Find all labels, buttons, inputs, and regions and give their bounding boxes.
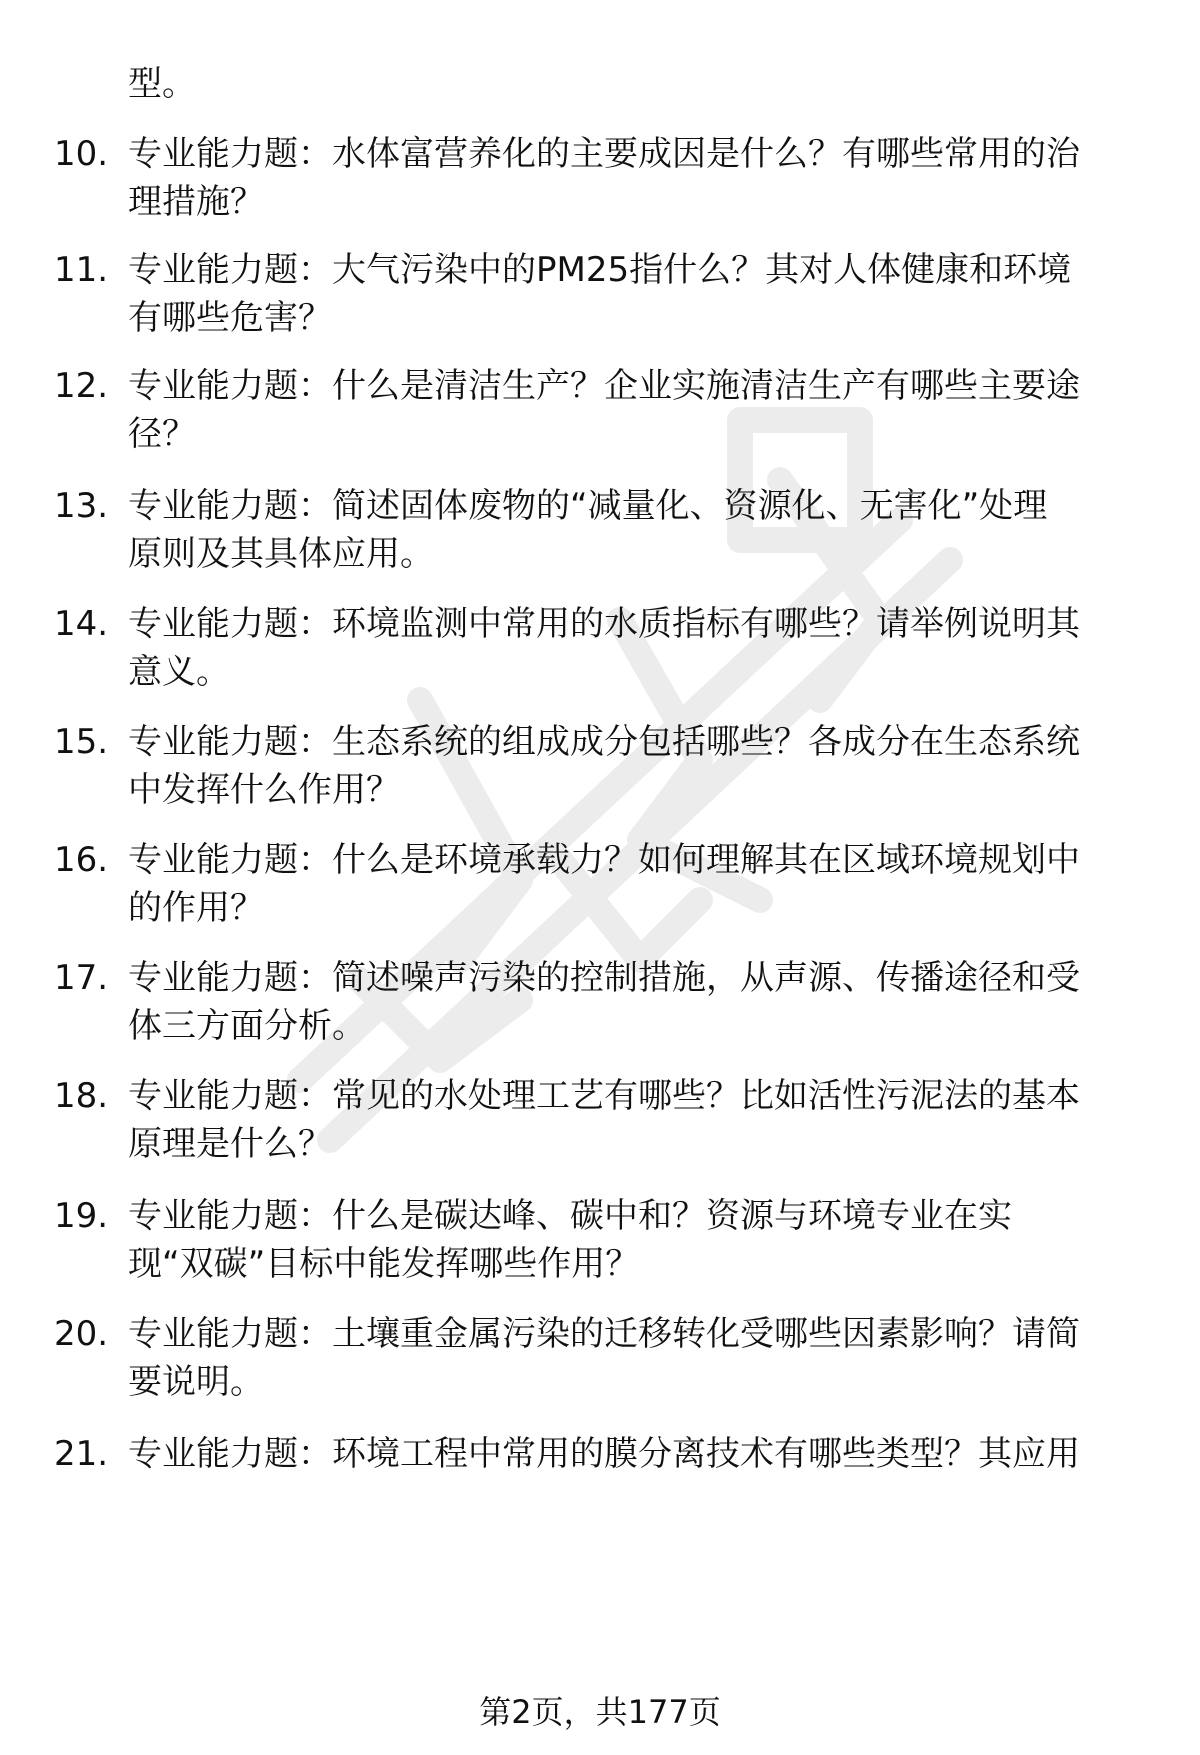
question-text-line2: 中发挥什么作用？ — [128, 770, 400, 810]
question-text-line2: 现“双碳”目标中能发挥哪些作用？ — [128, 1244, 640, 1284]
question-item — [0, 362, 1200, 472]
question-number: 12. — [54, 366, 109, 406]
question-text-line1: 专业能力题：生态系统的组成成分包括哪些？各成分在生态系统 — [128, 722, 1080, 762]
question-text-line1: 专业能力题：什么是环境承载力？如何理解其在区域环境规划中 — [128, 840, 1080, 880]
question-text-line2: 要说明。 — [128, 1362, 264, 1402]
question-text-line1: 专业能力题：水体富营养化的主要成因是什么？有哪些常用的治 — [128, 134, 1080, 174]
page-footer: 第2页，共177页 — [479, 1693, 721, 1731]
question-text-line1: 专业能力题：简述固体废物的“减量化、资源化、无害化”处理 — [128, 486, 1048, 526]
question-number: 13. — [54, 486, 109, 526]
question-item — [0, 600, 1200, 710]
question-item — [0, 954, 1200, 1064]
question-text-line1: 专业能力题：什么是清洁生产？企业实施清洁生产有哪些主要途 — [128, 366, 1080, 406]
question-number: 10. — [54, 134, 109, 174]
question-number: 21. — [54, 1434, 109, 1474]
question-item — [0, 1192, 1200, 1302]
continuation-text: 型。 — [128, 64, 196, 104]
question-text-line1: 专业能力题：环境监测中常用的水质指标有哪些？请举例说明其 — [128, 604, 1080, 644]
question-text-line2: 原则及其具体应用。 — [128, 534, 434, 574]
question-item — [0, 1430, 1200, 1540]
question-number: 15. — [54, 722, 109, 762]
question-text-line1: 专业能力题：常见的水处理工艺有哪些？比如活性污泥法的基本 — [128, 1076, 1080, 1116]
question-item — [0, 836, 1200, 946]
question-item — [0, 1072, 1200, 1182]
question-number: 18. — [54, 1076, 109, 1116]
question-text-line1: 专业能力题：大气污染中的PM25指什么？其对人体健康和环境 — [128, 250, 1072, 290]
question-number: 17. — [54, 958, 109, 998]
question-number: 14. — [54, 604, 109, 644]
question-number: 11. — [54, 250, 109, 290]
question-text-line2: 径？ — [128, 414, 196, 454]
question-item — [0, 130, 1200, 240]
question-text-line1: 专业能力题：简述噪声污染的控制措施，从声源、传播途径和受 — [128, 958, 1080, 998]
question-item — [0, 1310, 1200, 1420]
question-number: 19. — [54, 1196, 109, 1236]
question-text-line2: 理措施？ — [128, 182, 264, 222]
question-number: 20. — [54, 1314, 109, 1354]
question-item — [0, 718, 1200, 828]
question-item — [0, 482, 1200, 592]
question-item — [0, 246, 1200, 356]
question-text-line1: 专业能力题：环境工程中常用的膜分离技术有哪些类型？其应用 — [128, 1434, 1080, 1474]
question-text-line2: 体三方面分析。 — [128, 1006, 366, 1046]
question-text-line2: 意义。 — [128, 652, 230, 692]
question-text-line2: 原理是什么？ — [128, 1124, 332, 1164]
question-text-line2: 有哪些危害？ — [128, 298, 332, 338]
question-text-line2: 的作用？ — [128, 888, 264, 928]
question-text-line1: 专业能力题：土壤重金属污染的迁移转化受哪些因素影响？请简 — [128, 1314, 1080, 1354]
question-number: 16. — [54, 840, 109, 880]
question-text-line1: 专业能力题：什么是碳达峰、碳中和？资源与环境专业在实 — [128, 1196, 1012, 1236]
